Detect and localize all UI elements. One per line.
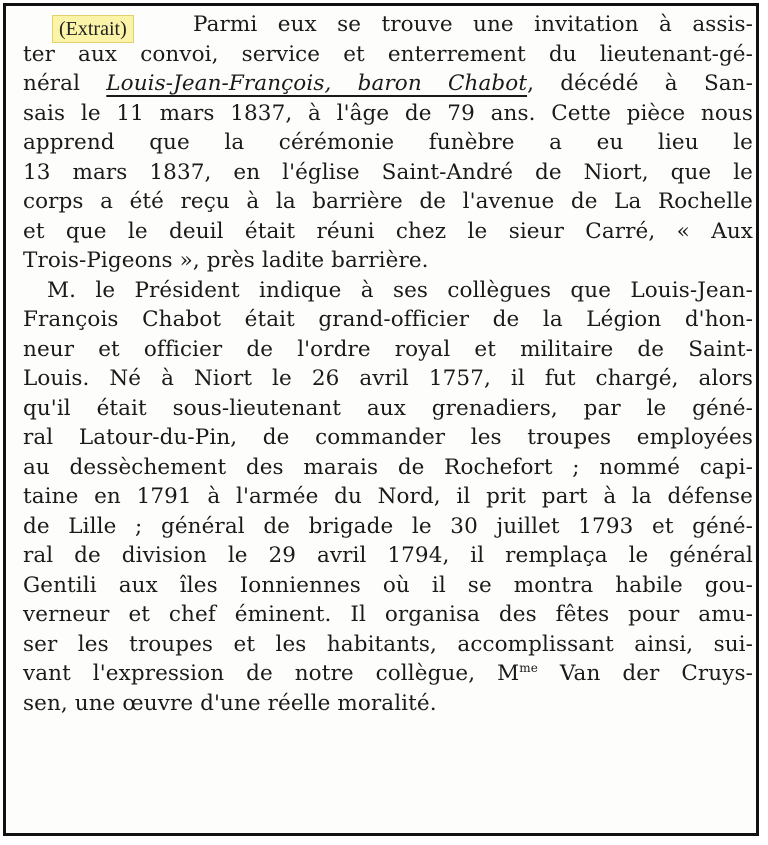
text-line: ral Latour-du-Pin, de commander les troupes employées — [23, 425, 753, 450]
line-prefix: néral — [23, 71, 81, 96]
extract-badge: (Extrait) — [52, 15, 134, 43]
text-line: sen, une œuvre d'une réelle moralité. — [23, 690, 437, 716]
text-line-sup: vant l'expression de notre collègue, $M^{me}$ Van der Cruys- — [23, 660, 753, 686]
highlighted-name: Louis-Jean-François, baron Chabot — [106, 71, 528, 96]
text-line: ter aux convoi, service et enterrement du lieutenant-gé- — [23, 41, 753, 67]
text-line: au dessèchement des marais de Rochefort ; nommé capi- — [23, 454, 753, 480]
line-suffix: , décédé à San- — [527, 71, 753, 96]
text-line: taine en 1791 à l'armée du Nord, il prit part à la défense — [23, 484, 753, 509]
text-line: Gentili aux îles Ionniennes où il se montra habile gou- — [23, 572, 753, 598]
text-line: M. le Président indique à ses collègues que Louis-Jean- — [47, 277, 753, 303]
text-line: de Lille ; général de brigade le 30 juillet 1793 et géné- — [23, 513, 753, 539]
text-line: corps a été reçu à la barrière de l'avenue de La Rochelle — [23, 189, 753, 214]
superscript-me: me — [519, 660, 538, 675]
document-text — [23, 10, 753, 718]
text-line: et que le deuil était réuni chez le sieur Carré, « Aux — [23, 218, 753, 244]
text-line: Parmi eux se trouve une invitation à assis- — [193, 12, 753, 37]
text-line: Trois-Pigeons », près ladite barrière. — [23, 248, 429, 273]
text-line: François Chabot était grand-officier de la Légion d'hon- — [23, 307, 753, 332]
text-line: qu'il était sous-lieutenant aux grenadiers, par le géné- — [23, 395, 753, 421]
text-line: ser les troupes et les habitants, accomplissant ainsi, sui- — [23, 631, 753, 657]
text-line-name — [23, 69, 753, 99]
text-line: sais le 11 mars 1837, à l'âge de 79 ans. Cette pièce nous — [23, 100, 753, 126]
document-frame — [3, 3, 759, 836]
text-line: apprend que la cérémonie funèbre a eu lieu le — [23, 130, 753, 155]
text-line: Louis. Né à Niort le 26 avril 1757, il fut chargé, alors — [23, 366, 753, 391]
text-line: neur et officier de l'ordre royal et militaire de Saint- — [23, 336, 753, 362]
text-line: verneur et chef éminent. Il organisa des fêtes pour amu- — [23, 602, 753, 627]
text-line: ral de division le 29 avril 1794, il remplaça le général — [23, 543, 753, 568]
text-line: 13 mars 1837, en l'église Saint-André de Niort, que le — [23, 159, 753, 185]
